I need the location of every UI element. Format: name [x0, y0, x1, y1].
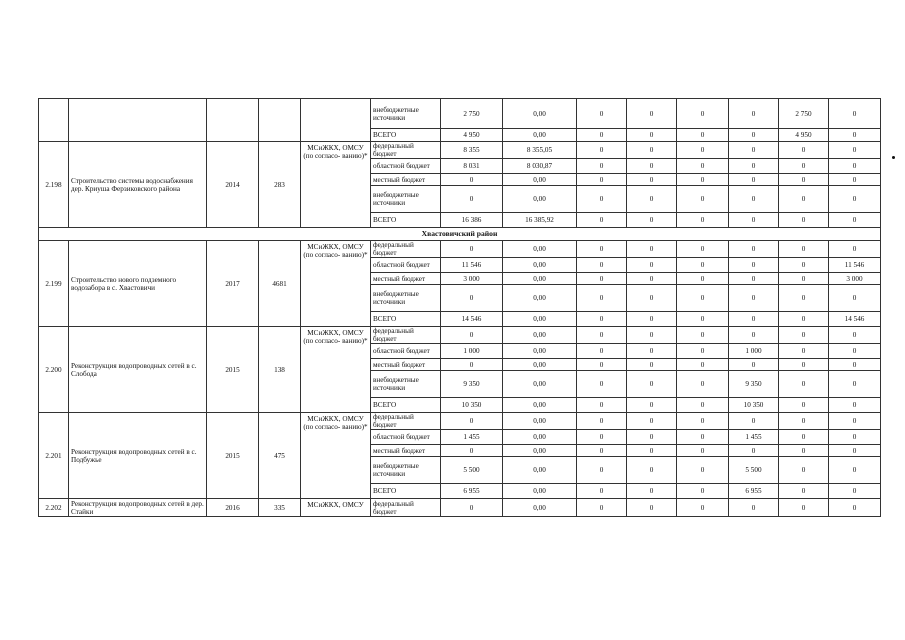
- cell-value: 0: [577, 312, 627, 327]
- cell-value: 11 546: [829, 258, 881, 273]
- cell-value: 0: [829, 142, 881, 159]
- project-executor: МСиЖКХ, ОМСУ: [301, 499, 371, 517]
- cell-value: 0: [577, 186, 627, 213]
- cell-value: 0: [677, 258, 729, 273]
- cell-value: 0: [627, 129, 677, 142]
- cell-value: 8 030,87: [503, 159, 577, 174]
- cell-value: 0: [577, 142, 627, 159]
- cont-idx: [39, 99, 69, 142]
- source-label: ВСЕГО: [371, 213, 441, 228]
- source-label: ВСЕГО: [371, 312, 441, 327]
- source-label: местный бюджет: [371, 359, 441, 371]
- cell-value: 0: [577, 398, 627, 413]
- cell-value: 0: [779, 312, 829, 327]
- cell-value: 0: [577, 413, 627, 430]
- cell-value: 0,00: [503, 398, 577, 413]
- cell-value: 0: [779, 327, 829, 344]
- cell-value: 0: [829, 371, 881, 398]
- cell-value: 0: [729, 359, 779, 371]
- cell-value: 0: [627, 213, 677, 228]
- cell-value: 0: [577, 174, 627, 186]
- cell-value: 0: [829, 445, 881, 457]
- project-executor: МСиЖКХ, ОМСУ (по согласо- ванию)*: [301, 142, 371, 228]
- cell-value: 0: [577, 371, 627, 398]
- cell-value: 0: [779, 413, 829, 430]
- region-header-row: [39, 228, 881, 241]
- source-label: областной бюджет: [371, 344, 441, 359]
- cell-value: 0,00: [503, 186, 577, 213]
- cell-value: 0: [729, 413, 779, 430]
- cell-value: 0: [627, 159, 677, 174]
- cell-value: 0: [627, 99, 677, 129]
- source-label: федеральный бюджет: [371, 413, 441, 430]
- cell-value: 0: [779, 359, 829, 371]
- project-executor: МСиЖКХ, ОМСУ (по согласо- ванию)*: [301, 327, 371, 413]
- cell-value: 0,00: [503, 413, 577, 430]
- project-capacity: 283: [259, 142, 301, 228]
- cell-value: 0: [627, 457, 677, 484]
- project-capacity: 335: [259, 499, 301, 517]
- source-label: внебюджетные источники: [371, 99, 441, 129]
- cell-value: 11 546: [441, 258, 503, 273]
- cell-value: 0: [627, 371, 677, 398]
- project-capacity: 4681: [259, 241, 301, 327]
- source-label: федеральный бюджет: [371, 327, 441, 344]
- cell-value: 0,00: [503, 344, 577, 359]
- project-name: Строительство системы водоснабжения дер. Криуша Ферзиковского района: [69, 142, 207, 228]
- cell-value: 0: [729, 312, 779, 327]
- cell-value: 1 455: [441, 430, 503, 445]
- scan-speck: [892, 156, 895, 159]
- cell-value: 0: [577, 273, 627, 285]
- cell-value: 0: [729, 142, 779, 159]
- cell-value: 0: [729, 159, 779, 174]
- cell-value: 0,00: [503, 484, 577, 499]
- cell-value: 0: [577, 484, 627, 499]
- project-capacity: 475: [259, 413, 301, 499]
- cell-value: 0: [677, 371, 729, 398]
- cell-value: 0: [441, 285, 503, 312]
- source-label: областной бюджет: [371, 430, 441, 445]
- cell-value: 0: [677, 398, 729, 413]
- cell-value: 0: [829, 359, 881, 371]
- cell-value: 0: [577, 159, 627, 174]
- table-row: [39, 99, 881, 129]
- cell-value: 0: [729, 327, 779, 344]
- cell-value: 14 546: [829, 312, 881, 327]
- source-label: областной бюджет: [371, 258, 441, 273]
- project-name: Реконструкция водопроводных сетей в дер. Стайки: [69, 499, 207, 517]
- cell-value: 0: [779, 371, 829, 398]
- cell-value: 0: [829, 241, 881, 258]
- cell-value: 0: [627, 344, 677, 359]
- cell-value: 0: [677, 445, 729, 457]
- cell-value: 0,00: [503, 174, 577, 186]
- project-year: 2015: [207, 413, 259, 499]
- cell-value: 9 350: [729, 371, 779, 398]
- cell-value: 0: [577, 99, 627, 129]
- cell-value: 0: [829, 99, 881, 129]
- cell-value: 0: [729, 258, 779, 273]
- cell-value: 0: [829, 457, 881, 484]
- cell-value: 0: [577, 327, 627, 344]
- cell-value: 0,00: [503, 99, 577, 129]
- cell-value: 0: [677, 213, 729, 228]
- source-label: областной бюджет: [371, 159, 441, 174]
- cell-value: 0: [829, 174, 881, 186]
- table-row: [39, 327, 881, 344]
- cell-value: 0: [729, 174, 779, 186]
- cell-value: 0: [441, 445, 503, 457]
- cell-value: 5 500: [729, 457, 779, 484]
- cell-value: 0: [577, 241, 627, 258]
- cell-value: 2 750: [779, 99, 829, 129]
- cell-value: 10 350: [441, 398, 503, 413]
- cell-value: 0: [829, 484, 881, 499]
- project-year: 2017: [207, 241, 259, 327]
- source-label: федеральный бюджет: [371, 499, 441, 517]
- cell-value: 0,00: [503, 258, 577, 273]
- cell-value: 0: [577, 258, 627, 273]
- cell-value: 0,00: [503, 285, 577, 312]
- cell-value: 0: [441, 413, 503, 430]
- cell-value: 0,00: [503, 457, 577, 484]
- source-label: внебюджетные источники: [371, 371, 441, 398]
- cell-value: 0: [627, 285, 677, 312]
- cell-value: 0: [779, 484, 829, 499]
- cell-value: 0: [677, 273, 729, 285]
- cell-value: 0: [779, 241, 829, 258]
- project-name: Реконструкция водопроводных сетей в с. Слобода: [69, 327, 207, 413]
- cell-value: 0: [627, 413, 677, 430]
- cell-value: 0: [829, 129, 881, 142]
- cell-value: 0: [677, 312, 729, 327]
- cell-value: 0: [627, 327, 677, 344]
- cell-value: 0: [779, 213, 829, 228]
- source-label: внебюджетные источники: [371, 457, 441, 484]
- cell-value: 0,00: [503, 499, 577, 517]
- cell-value: 0: [677, 99, 729, 129]
- cell-value: 0: [729, 273, 779, 285]
- cell-value: 0: [677, 174, 729, 186]
- cell-value: 0: [779, 499, 829, 517]
- cell-value: 5 500: [441, 457, 503, 484]
- cell-value: 0: [779, 430, 829, 445]
- cell-value: 0: [729, 445, 779, 457]
- cell-value: 0: [729, 129, 779, 142]
- cell-value: 0: [577, 344, 627, 359]
- cell-value: 0: [577, 445, 627, 457]
- cell-value: 0: [677, 484, 729, 499]
- cell-value: 0: [677, 327, 729, 344]
- cell-value: 0: [779, 445, 829, 457]
- cell-value: 0: [677, 285, 729, 312]
- source-label: местный бюджет: [371, 174, 441, 186]
- cell-value: 3 000: [829, 273, 881, 285]
- cell-value: 0: [677, 129, 729, 142]
- cell-value: 0: [627, 430, 677, 445]
- cell-value: 3 000: [441, 273, 503, 285]
- cell-value: 0: [829, 186, 881, 213]
- cell-value: 0: [677, 186, 729, 213]
- project-year: 2016: [207, 499, 259, 517]
- cell-value: 9 350: [441, 371, 503, 398]
- cell-value: 0: [829, 285, 881, 312]
- project-executor: МСиЖКХ, ОМСУ (по согласо- ванию)*: [301, 413, 371, 499]
- cell-value: 0: [779, 398, 829, 413]
- cell-value: 0: [829, 398, 881, 413]
- cell-value: 0,00: [503, 129, 577, 142]
- budget-table: [38, 98, 881, 517]
- cell-value: 0: [829, 413, 881, 430]
- cell-value: 0: [627, 241, 677, 258]
- region-header: Хвастовичский район: [39, 228, 881, 241]
- cont-cap: [259, 99, 301, 142]
- cell-value: 0: [829, 213, 881, 228]
- cell-value: 0: [577, 129, 627, 142]
- cell-value: 6 955: [441, 484, 503, 499]
- source-label: местный бюджет: [371, 273, 441, 285]
- cell-value: 0,00: [503, 273, 577, 285]
- cell-value: 0,00: [503, 312, 577, 327]
- cell-value: 0: [677, 344, 729, 359]
- source-label: федеральный бюджет: [371, 142, 441, 159]
- cell-value: 8 355,05: [503, 142, 577, 159]
- cell-value: 0: [779, 344, 829, 359]
- source-label: ВСЕГО: [371, 398, 441, 413]
- cell-value: 0,00: [503, 327, 577, 344]
- table-row: [39, 499, 881, 517]
- source-label: ВСЕГО: [371, 484, 441, 499]
- project-id: 2.199: [39, 241, 69, 327]
- cell-value: 0: [677, 499, 729, 517]
- cell-value: 1 455: [729, 430, 779, 445]
- cell-value: 0,00: [503, 371, 577, 398]
- cell-value: 0: [441, 241, 503, 258]
- cell-value: 0: [779, 186, 829, 213]
- cell-value: 0: [577, 457, 627, 484]
- project-year: 2014: [207, 142, 259, 228]
- cont-name: [69, 99, 207, 142]
- cell-value: 0: [577, 213, 627, 228]
- cell-value: 0: [627, 312, 677, 327]
- cell-value: 0: [627, 484, 677, 499]
- cell-value: 0: [829, 327, 881, 344]
- cell-value: 0: [779, 174, 829, 186]
- project-id: 2.198: [39, 142, 69, 228]
- cell-value: 16 386: [441, 213, 503, 228]
- cell-value: 0: [577, 430, 627, 445]
- cell-value: 0: [627, 359, 677, 371]
- cell-value: 0: [829, 430, 881, 445]
- cell-value: 0: [779, 285, 829, 312]
- cell-value: 0: [729, 213, 779, 228]
- cell-value: 0: [779, 273, 829, 285]
- cell-value: 0: [829, 344, 881, 359]
- cell-value: 0: [779, 142, 829, 159]
- cont-year: [207, 99, 259, 142]
- cell-value: 1 000: [441, 344, 503, 359]
- source-label: местный бюджет: [371, 445, 441, 457]
- cell-value: 0: [441, 174, 503, 186]
- cell-value: 0: [829, 499, 881, 517]
- cell-value: 0,00: [503, 359, 577, 371]
- cell-value: 4 950: [441, 129, 503, 142]
- cell-value: 0: [627, 445, 677, 457]
- cell-value: 0: [441, 359, 503, 371]
- cell-value: 4 950: [779, 129, 829, 142]
- project-name: Реконструкция водопроводных сетей в с. Подбужье: [69, 413, 207, 499]
- cell-value: 14 546: [441, 312, 503, 327]
- cell-value: 0: [627, 499, 677, 517]
- cell-value: 0: [729, 241, 779, 258]
- project-id: 2.200: [39, 327, 69, 413]
- budget-table-sheet: [38, 98, 880, 517]
- cell-value: 0: [577, 359, 627, 371]
- cell-value: 0: [627, 186, 677, 213]
- source-label: федеральный бюджет: [371, 241, 441, 258]
- cell-value: 1 000: [729, 344, 779, 359]
- cell-value: 0: [729, 186, 779, 213]
- cell-value: 0: [677, 413, 729, 430]
- cell-value: 2 750: [441, 99, 503, 129]
- source-label: внебюджетные источники: [371, 186, 441, 213]
- cell-value: 0: [779, 159, 829, 174]
- table-row: [39, 142, 881, 159]
- cell-value: 0: [677, 159, 729, 174]
- cell-value: 0: [627, 398, 677, 413]
- cell-value: 0: [627, 258, 677, 273]
- cell-value: 0: [627, 273, 677, 285]
- cell-value: 0: [677, 142, 729, 159]
- cell-value: 8 355: [441, 142, 503, 159]
- source-label: ВСЕГО: [371, 129, 441, 142]
- cont-exec: [301, 99, 371, 142]
- cell-value: 0: [677, 430, 729, 445]
- cell-value: 0: [577, 285, 627, 312]
- source-label: внебюджетные источники: [371, 285, 441, 312]
- cell-value: 6 955: [729, 484, 779, 499]
- cell-value: 0: [829, 159, 881, 174]
- cell-value: 0: [627, 174, 677, 186]
- cell-value: 0: [441, 327, 503, 344]
- cell-value: 0: [577, 499, 627, 517]
- project-name: Строительство нового подземного водозабора в с. Хвастовичи: [69, 241, 207, 327]
- project-capacity: 138: [259, 327, 301, 413]
- cell-value: 0: [677, 359, 729, 371]
- table-row: [39, 241, 881, 258]
- cell-value: 0: [729, 285, 779, 312]
- cell-value: 0: [729, 99, 779, 129]
- cell-value: 0,00: [503, 430, 577, 445]
- project-year: 2015: [207, 327, 259, 413]
- cell-value: 16 385,92: [503, 213, 577, 228]
- project-executor: МСиЖКХ, ОМСУ (по согласо- ванию)*: [301, 241, 371, 327]
- cell-value: 8 031: [441, 159, 503, 174]
- cell-value: 0: [627, 142, 677, 159]
- project-id: 2.201: [39, 413, 69, 499]
- cell-value: 0: [677, 457, 729, 484]
- cell-value: 0,00: [503, 241, 577, 258]
- cell-value: 0: [779, 457, 829, 484]
- cell-value: 0: [441, 499, 503, 517]
- table-row: [39, 413, 881, 430]
- cell-value: 10 350: [729, 398, 779, 413]
- cell-value: 0: [677, 241, 729, 258]
- project-id: 2.202: [39, 499, 69, 517]
- cell-value: 0: [729, 499, 779, 517]
- cell-value: 0: [441, 186, 503, 213]
- cell-value: 0,00: [503, 445, 577, 457]
- cell-value: 0: [779, 258, 829, 273]
